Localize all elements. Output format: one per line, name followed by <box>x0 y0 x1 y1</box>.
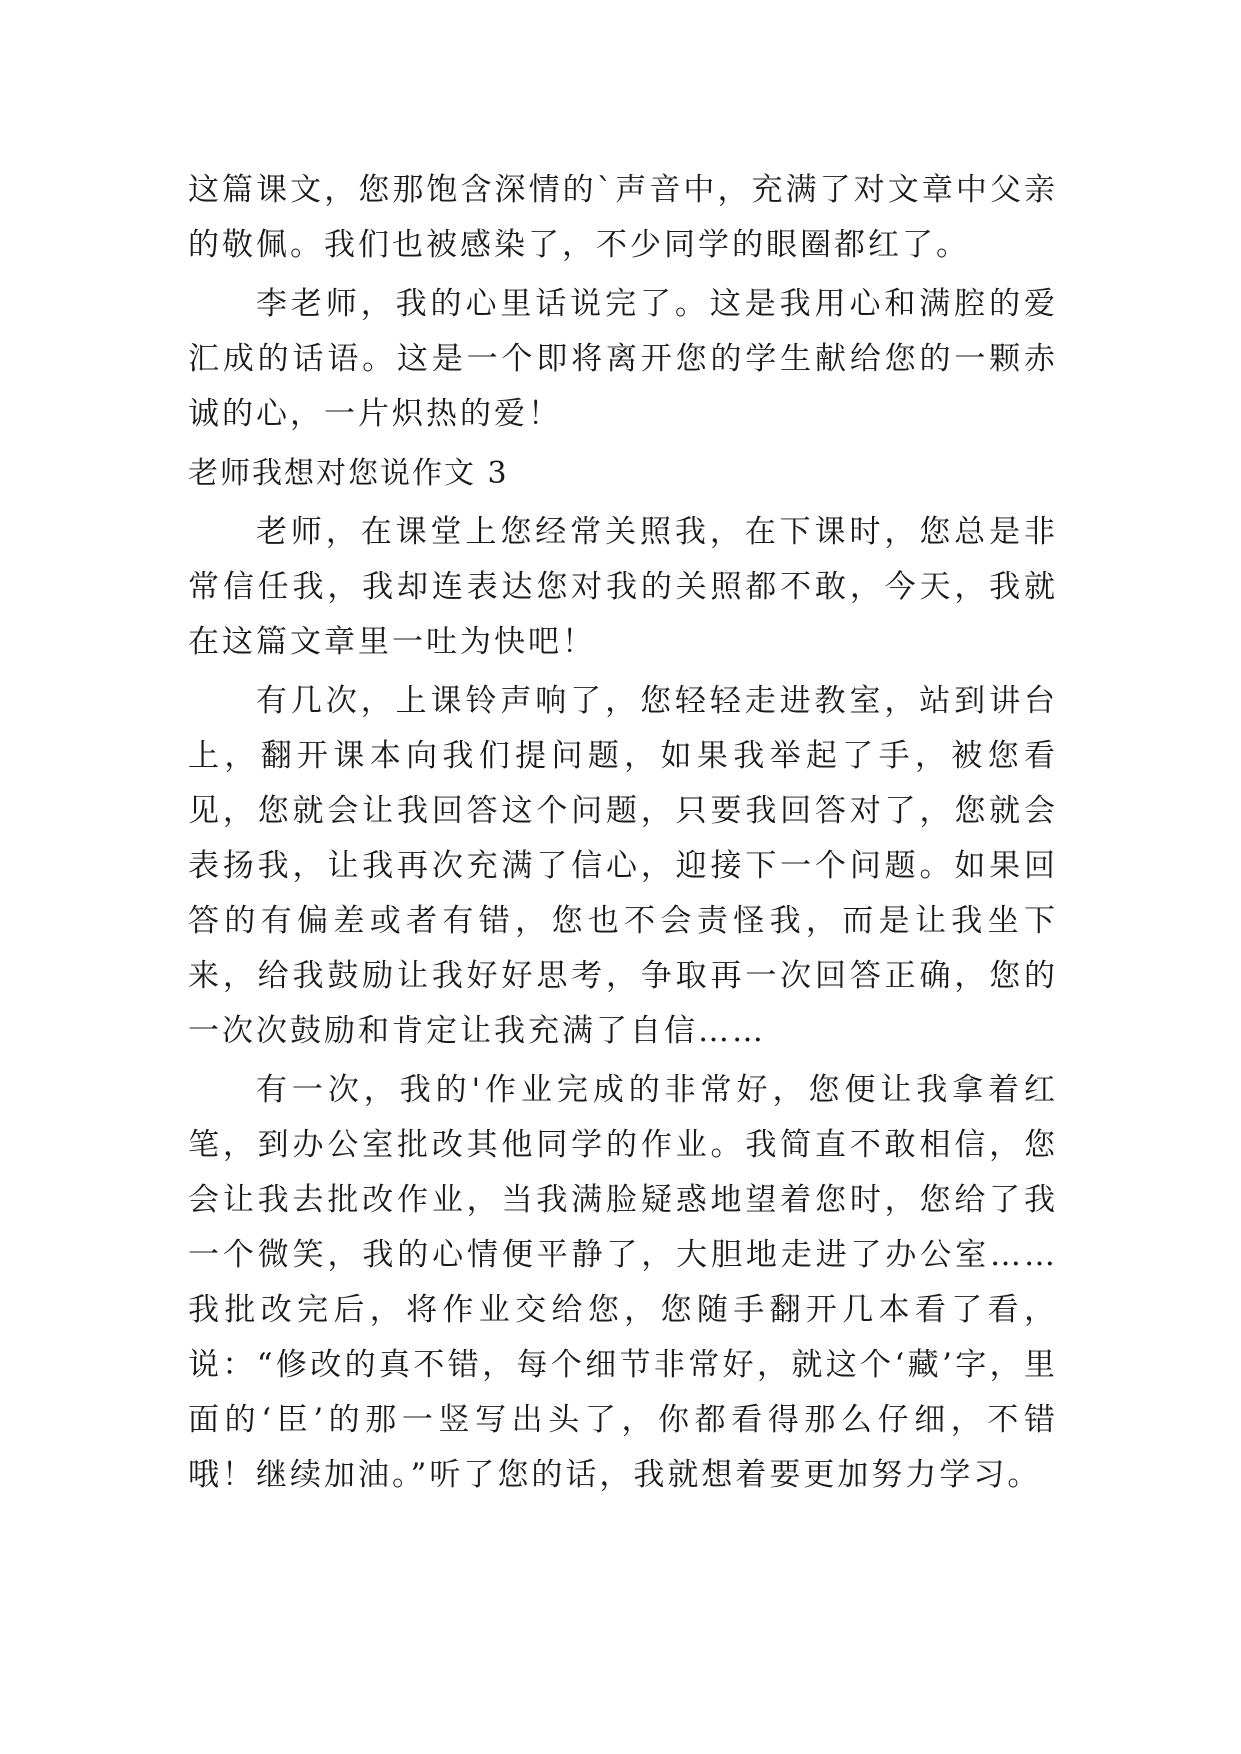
paragraph-3: 老师，在课堂上您经常关照我，在下课时，您总是非常信任我，我却连表达您对我的关照都不敢，今天，我就在这篇文章里一吐为快吧！ <box>188 514 1058 660</box>
paragraph-2: 李老师，我的心里话说完了。这是我用心和满腔的爱汇成的话语。这是一个即将离开您的学生献给您的一颗赤诚的心，一片炽热的爱！ <box>188 286 1058 432</box>
paragraph-1: 这篇课文，您那饱含深情的`声音中，充满了对文章中父亲的敬佩。我们也被感染了，不少同学的眼圈都红了。 <box>188 172 1058 263</box>
paragraph-4: 有几次，上课铃声响了，您轻轻走进教室，站到讲台上，翻开课本向我们提问题，如果我举起了手，被您看见，您就会让我回答这个问题，只要我回答对了，您就会表扬我，让我再次充满了信心，迎接下一个问题。如果回答的有偏差或者有错，您也不会责怪我，而是让我坐下来，给我鼓励让我好好思考，争取再一次回答正确，您的一次次鼓励和肯定让我充满了自信…… <box>188 683 1058 1049</box>
paragraph-5: 有一次，我的'作业完成的非常好，您便让我拿着红笔，到办公室批改其他同学的作业。我简直不敢相信，您会让我去批改作业，当我满脸疑惑地望着您时，您给了我一个微笑，我的心情便平静了，大胆地走进了办公室……我批改完后，将作业交给您，您随手翻开几本看了看，说：“修改的真不错，每个细节非常好，就这个‘藏’字，里面的‘臣’的那一竖写出头了，你都看得那么仔细，不错哦！继续加油。”听了您的话，我就想着要更加努力学习。 <box>188 1072 1058 1493</box>
document-body <box>188 163 1058 1507</box>
section-heading: 老师我想对您说作文 3 <box>188 456 509 491</box>
